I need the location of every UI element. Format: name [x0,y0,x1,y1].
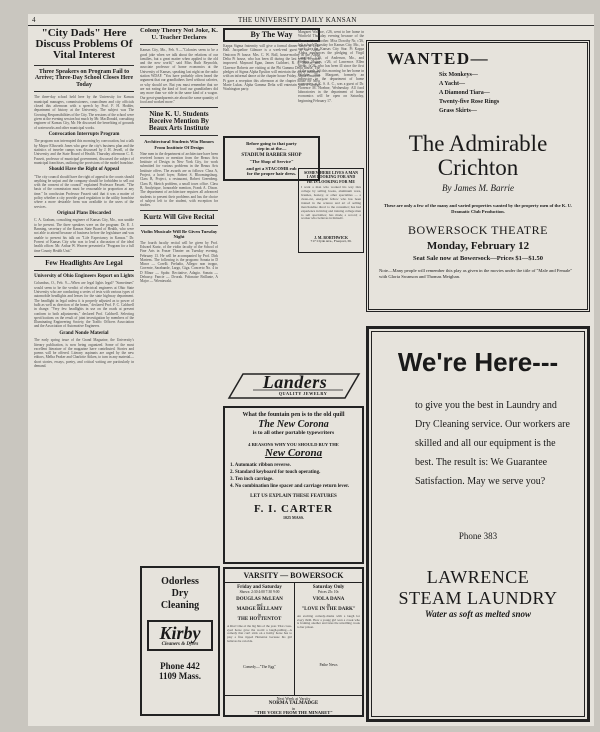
barber-tag: "The Shop of Service" [249,158,294,164]
section-head: Should Have the Right of Appeal [48,167,120,173]
page-number: 4 [32,16,36,24]
headline-by-the-way: By The Way [250,30,293,39]
masthead-title: THE UNIVERSITY DAILY KANSAN [238,16,357,24]
left-head: Friday and Saturday [237,585,282,590]
wanted-ad [366,40,590,312]
seat-sale: Seat Sale now at Bowersock—Prices $1—$1.50 [413,255,543,262]
varsity-title: VARSITY — BOWERSOCK [225,569,362,583]
personal-address: 717 Clyde Ave., Freeport, Ill. [310,239,352,244]
varsity-right [295,583,362,695]
kirby-line: Dry [171,588,189,599]
laundry-ad [366,326,590,722]
play-author: By James M. Barrie [442,183,514,193]
page-header [28,14,594,26]
subhead-beaux-arts: Architectural Students Win Honors From Institute Of Design [144,139,214,150]
article-text: Kansas City, Mo., Feb. 9.—"Colonies seem to be a good joke when we talk about the relations of our families, but a great matter when applied to the old and the new world," said Miss Ruth Reynolds, associate professor of home economics at the University of Kansas, speaking last night on the radio station WDAF. "You have probably often heard the argument that our grandfathers lived without calories, or why should we. But you must remember that we are not eating the kind of food our grandfathers did any more than we ride in the same kind of a wagon. Our great-grandparents ate about the same quantity of food and worked more." [140,48,218,104]
corona-address: 1025 MASS. [282,515,305,521]
corona-dealer: F. I. CARTER [253,503,334,516]
wanted-item: Grass Skirts— [439,108,477,114]
headline-kurtz: Kurtz Will Give Recital [143,213,215,222]
kirby-line: Cleaning [160,600,200,611]
column-one [34,28,134,723]
wanted-item: Six Monkeys— [439,72,478,78]
kirby-line: Odorless [161,576,199,587]
laundry-name-1: LAWRENCE [426,567,530,587]
wanted-note: These are only a few of the many and varied properties wanted by the property men of the K. U. Dramatic Club Production. [383,203,573,214]
left-cast: in [257,611,262,617]
wanted-item: A Yacht— [439,81,465,87]
headline-beaux-arts: Nine K. U. Students Receive Mention By Beaux Arts Institute [148,110,210,133]
article-text: The program was interrupted this morning by convocation, but a talk by Mayor Ellsworth Jones who gave the city's business plan and the statistics of traveler camps was discussed by J. H. Jewell, of the University and the State Board of Health. Thursday afternoon C. E. Fassett, professor of municipal government, discussed the subject of municipal franchises, outlining the provisions of the model franchise. [34,139,134,165]
subhead-city-dads: Three Speakers on Program Fail to Arrive; Three-Day School Closes Here Today [34,68,134,88]
right-text: An exciting comedy-drama with a laugh for every thrill. How a young girl won a crook who is framing another and fates the unwilling crook to her prison. [297,614,360,630]
left-cast: DOUGLAS McLEAN [236,597,283,603]
personal-ad [298,168,364,253]
barber-line: and get a STACOMB rub [246,165,297,171]
right-cast: VIOLA DANA [312,597,345,603]
barber-line: for the proper hair dress. [246,170,297,176]
headline-city-dads: "City Dads" Here Discuss Problems Of Vital Interest [35,28,133,62]
movie-note: Note—Many people will remember this play as given in the movies under the title of "Male and Female" with Gloria Swanson and Thomas Meighan. [379,268,573,279]
kirby-logo [147,620,213,651]
theatre-name: BOWERSOCK THEATRE [408,223,548,237]
wanted-item: A Diamond Tiara— [439,90,490,96]
corona-reasons [230,462,357,490]
headline-colony-theory: Colony Theory Not Joke, K. U. Teacher Declares [140,28,218,41]
laundry-name-2: STEAM LAUNDRY [398,588,558,608]
headline-headlights: Few Headlights Are Legal [45,258,123,267]
right-prices: Prices 25c 10c [318,589,339,594]
right-head: Saturday Only [312,585,345,590]
play-date: Monday, February 12 [426,240,530,252]
section-head: Grand Nonde Material [59,330,109,336]
column-four [298,28,364,168]
landers-name: Landers [262,372,328,392]
article-text: The early spring issue of the Grand Magazine, the University's literary publication, is now being organized. Some of the most excellent literature of the magazine have contributed. Stories and poems will be offered. Literary aspirants are urged by the new editors, Melba Peaker and Charlotte Aitken, to turn in any material—short stories, essays, poetry, and critical writing are particularly in demand. [34,338,134,369]
left-cast: and [256,601,263,607]
play-title-1: The Admirable [408,131,548,156]
varsity-ad [223,567,364,717]
left-cast: MADGE BELLAMY [236,607,283,613]
personal-signature: J. M. BORTHWICK [314,236,348,241]
corona-sub: is to all other portable typewriters [252,429,335,436]
article-text: Nine men in the department of architecture have been received honors or mention from the Beaux Arts Institute of Design in New York City, for work submitted for various problems in the Beaux Arts Institute offers. The awards are as follows: Class A, Project, a hotel foyer, Robert S. Bloomingsburg. Class B, Project, a restaurant, Robert Greenberg. Class B, Sketch problem, a small town office. Class B, Analytique, honorable mention, Frank A. Dixon. The department of architecture requires all advanced students to present their problems and has the choice of subject left to the student, with exception for studies. [140,151,218,208]
wanted-item: Twenty-five Rose Rings [439,99,500,105]
section-head: Convocation Interrupts Program [48,131,120,137]
newspaper-page [28,14,594,726]
personal-line: I AM LOOKING FOR AND [306,174,356,180]
landers-tagline: QUALITY JEWELRY [278,391,328,396]
right-cast: in [326,601,331,607]
play-title-2: Crichton [437,155,519,180]
barber-line: step in at the— [256,146,287,152]
left-cast: THE HOTTENTOT [237,617,282,623]
corona-explain: LET US EXPLAIN THESE FEATURES [250,493,337,499]
article-text: Margaret Wallace, c'26, went to her home in Winfield Thursday evening because of the illness of her mother. Miss Dorothy Nr, c'26, left school Thursday for Kansas City, Mo., to work for the Kansas City Star. Pi Kappa Alpha announces the pledging of Virgil Langford, c'26, of Anderson, Mo., and Webber Haines, c'26, of Lawrence. Ellen Webb, fa'26, who has been ill since the first of the week, left this morning for her home in Wichita. Mrs. Margaret, formerly an instructor in the department of home economics at K. S. A. C., was a guest of Dr. Florence M. Hoehne, Wednesday. All food laboratories in the department of home economics will be open on Saturday, beginning February 17. [298,30,364,103]
corona-intro: What the fountain pen is to the old quill [242,412,345,418]
corona-ad [223,406,364,564]
article-text: Columbus, O., Feb. 9.—When are legal lights legal? "Sometimes" would seem to be the verdict of electrical engineers at Ohio State University who are conducting a series of tests with various types of automobile headlights and lenses for the state highway department. The headlight in legal unless it is properly adjusted as to power of bulb as well as direction of the beam," declared Prof. F. C. Caldwell in charge. "Very few headlights in use on the roads at present conform to both adjustments," declared Prof. Caldwell. Selecting specifications on the result of joint investigation by members of the Illuminating Engineering Society, the Traffic Officers Association and the Association of Automotive Engineers. [34,281,134,329]
reason-item: 3. Ten inch carriage. [230,476,274,482]
varsity-next [225,695,362,716]
article-text: "The city council should have the right of appeal to the courts should anything be unjust and the company should be forbidden to sell out with the consent of the council" explained Professor Fassett. "The basis of the commission must be reasonable in proportion at any time." In conclusion Professor Fassett said that it was a matter of policy whether a city provide good regulation to the utility franchise where a more desirable form was available to the users of the services. [34,174,134,209]
laundry-headline: We're Here--- [397,347,559,377]
personal-line: SOMEWHERE LIVES A MAN [303,170,359,175]
kirby-phone: Phone 442 [160,661,200,671]
corona-brand-2: New Corona [264,446,323,459]
laundry-slogan: Water as soft as melted snow [424,609,532,619]
next-line: in [291,705,296,711]
kirby-ad [140,566,220,716]
reason-item: 2. Standard keyboard for touch operating. [230,469,321,475]
laundry-phone: Phone 383 [458,531,498,541]
personal-text: I want a man who worked his way thru college by selling books, aluminum ware, brushes, hosiery, or other specialties — a clean-cut, energetic fellow who has been trained in the science and art of selling merchandise direct to the consumer; has had experience in hiring and training college men to sell specialties; has made a record; a worker who believes in himself. [301,186,361,221]
subhead-kurtz: Violin Musicale Will Be Given Tuesday Night [140,228,218,239]
left-text: A Riot! One of the big hits of the year. That cross-eyed horse gave the world a laugh-pulling—A comedy that can't stick on a hobby horse has to play a fine tipped Hottentot because his girl believes he can ride. [227,624,292,643]
wanted-title: WANTED— [387,49,490,68]
section-head: Original Plans Discarded [57,210,111,216]
article-text: Kappa Sigma fraternity will give a formal dinner dance at Ecke Hall. Jacqueline Gilmore is a week-end guest at the Alpha Omicron Pi house. Mrs. C. W. Boll, house-mother at the Alpha Delta Pi house, who has been ill during the last week, is much improved. Maynard Egan, James Cuthbert, R. A. Mercer and Clarence Roberts are visiting at the Phi Gamma Delta house. The pledges of Sigma Alpha Epsilon will entertain the active members with an informal dance at the chapter house Friday. Alpha Omicron Pi gave a reception this afternoon at the chapter house for Miss Marie Lukas. Alpha Gamma Delta will entertain with a George Washington party. [223,44,320,92]
reason-item: 4. No combination line spacer and carriage return lever. [230,483,350,489]
article-text: The three-day school held here by the University for Kansas municipal managers, commissioners, councilmen and city officials closed this afternoon with a speech by Prof. F. H. Hodder, department of history at the University. The subject was The Growing Responsibilities of the City. The sessions of the school were given at the evening session but much by Mr. MacDonald, consulting engineer of Kansas City, Mr. He discussed the benefiting of grounds of waterworks and other municipal works. [34,95,134,130]
barber-line: Before going to that party [246,141,297,147]
kirby-address: 1109 Mass. [158,671,201,681]
article-text: The fourth faculty recital will be given by Prof. Edward Kurtz, of the violin faculty of the School of Fine Arts in Fraser Theater on Tuesday evening, February 13. He will be accompanied by Prof. Dirk Martens. The following is the program: Sonata in D Minor — Corelli. Preludio, Allegro non troppo, Corrente, Sarabande, Largo, Giga. Concerto No. 4 in D Minor — Spohr. Recitative, Adagio. Sonata — Debussy. Fancie — Dvorak. Polonaise Brillante, A Major — Wieniawski. [140,240,218,284]
barber-name: STADIUM BARBER SHOP [241,153,302,159]
kirby-tag: Cleaners & Dyers [161,642,199,647]
kirby-brand: Kirby [159,623,201,643]
corona-reasons-head: 4 REASONS WHY YOU SHOULD BUY THE [248,441,339,447]
personal-line: HE IS LOOKING FOR ME [306,178,355,184]
right-foot: Pathe News [319,662,338,667]
reason-item: 1. Automatic ribbon reverse. [230,462,291,468]
left-times: Shows: 2:30 4:00 7:30 9:00 [239,589,280,594]
next-line: "THE VOICE FROM THE MINARET" [254,710,333,716]
subhead-headlights: University of Ohio Engineers Report on Lights [34,273,134,279]
landers-ad [223,368,364,404]
varsity-programs [225,583,362,695]
right-cast: "LOVE IN THE DARK" [301,607,356,613]
left-foot: Comedy—"The Egg" [243,664,276,669]
varsity-left [225,583,295,695]
corona-brand: The New Corona [258,418,329,430]
next-line: NORMA TALMADGE [268,701,319,707]
article-text: C. A. Graham, consulting engineer of Kansas City, Mo., was unable to be present. The three speakers were on the program: Dr. E. J. Banning, secretary of the Kansas State Board of Health, who were not able to attend because of business before the legislature and was unable to present his talk on "Life Expectancy in Kansas." Dr. Forrest of Kansas City who was to lead a discussion of the ideal health officer. Mr. Arthur W. Weaver presented a "Program for a full time County Health Unit." [34,218,134,253]
next-line: Next Week at Varsity [276,696,311,701]
laundry-copy: to give you the best in Laundry and Dry Cleaning service. Our workers are skilled and all our equipment is the best. The result is: We Guarantee Satisfaction. May we serve you? [415,400,570,487]
wanted-list [379,71,577,116]
